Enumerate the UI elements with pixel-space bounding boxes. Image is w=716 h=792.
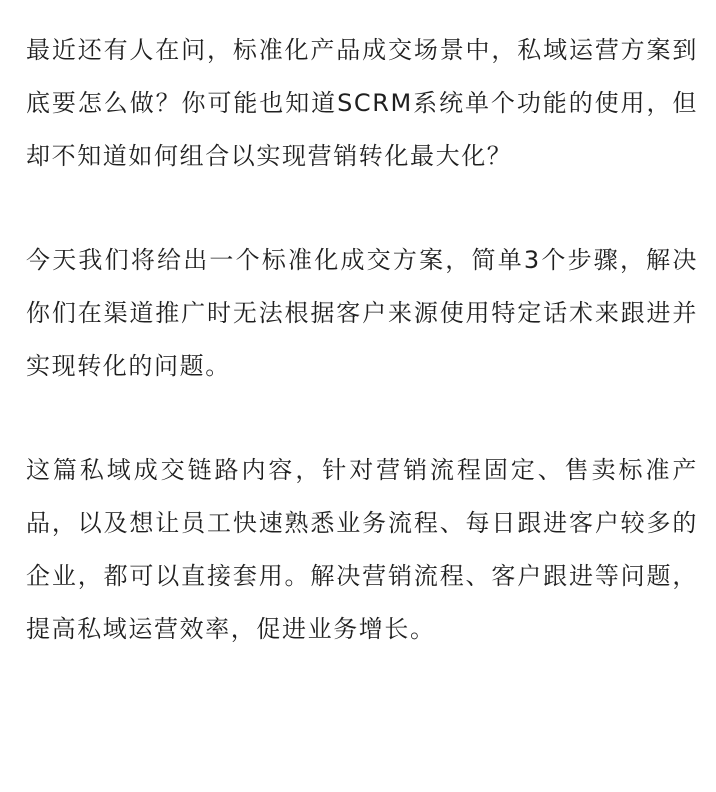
paragraph-audience: 这篇私域成交链路内容，针对营销流程固定、售卖标准产品，以及想让员工快速熟悉业务流程、每日跟进客户较多的企业，都可以直接套用。解决营销流程、客户跟进等问题，提高私域运营效率，促进业务增长。 [26, 456, 698, 643]
paragraph-solution: 今天我们将给出一个标准化成交方案，简单3个步骤，解决你们在渠道推广时无法根据客户来源使用特定话术来跟进并实现转化的问题。 [26, 246, 698, 380]
paragraph-intro: 最近还有人在问，标准化产品成交场景中，私域运营方案到底要怎么做？你可能也知道SCRM系统单个功能的使用，但却不知道如何组合以实现营销转化最大化？ [26, 36, 698, 170]
